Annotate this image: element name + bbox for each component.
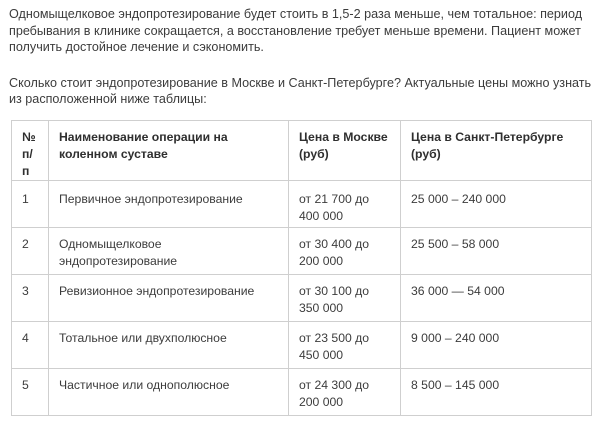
cell-operation-name: Частичное или однополюсное xyxy=(49,369,289,416)
cell-operation-name: Ревизионное эндопротезирование xyxy=(49,275,289,322)
cell-price-spb: 25 000 – 240 000 xyxy=(401,181,592,228)
cell-price-moscow: от 30 400 до 200 000 xyxy=(289,228,401,275)
cell-price-spb: 36 000 — 54 000 xyxy=(401,275,592,322)
cell-num: 5 xyxy=(12,369,49,416)
cell-num: 3 xyxy=(12,275,49,322)
cell-price-moscow: от 21 700 до 400 000 xyxy=(289,181,401,228)
table-row xyxy=(12,369,592,416)
header-price-spb: Цена в Санкт-Петербурге (руб) xyxy=(401,121,592,181)
cell-operation-name: Одномыщелковое эндопротезирование xyxy=(49,228,289,275)
cell-num: 4 xyxy=(12,322,49,369)
cell-price-spb: 8 500 – 145 000 xyxy=(401,369,592,416)
cell-price-moscow: от 24 300 до 200 000 xyxy=(289,369,401,416)
header-price-moscow: Цена в Москве (руб) xyxy=(289,121,401,181)
table-row xyxy=(12,228,592,275)
cell-num: 1 xyxy=(12,181,49,228)
table-row xyxy=(12,181,592,228)
cell-num: 2 xyxy=(12,228,49,275)
table-header-row xyxy=(12,121,592,181)
cell-operation-name: Первичное эндопротезирование xyxy=(49,181,289,228)
cell-price-moscow: от 30 100 до 350 000 xyxy=(289,275,401,322)
header-num: № п/п xyxy=(12,121,49,181)
prices-table xyxy=(11,120,592,416)
cell-price-moscow: от 23 500 до 450 000 xyxy=(289,322,401,369)
cell-operation-name: Тотальное или двухполюсное xyxy=(49,322,289,369)
table-row xyxy=(12,275,592,322)
cell-price-spb: 9 000 – 240 000 xyxy=(401,322,592,369)
intro-paragraph-2: Сколько стоит эндопротезирование в Москве и Санкт-Петербурге? Актуальные цены можно узнать из расположенной ниже таблицы: xyxy=(9,75,592,106)
header-operation-name: Наименование операции на коленном суставе xyxy=(49,121,289,181)
cell-price-spb: 25 500 – 58 000 xyxy=(401,228,592,275)
intro-paragraph-1: Одномыщелковое эндопротезирование будет стоить в 1,5-2 раза меньше, чем тотальное: период пребывания в клинике сокращается, а восстановление требует меньше времени. Пациент может получить достойное лечение и сэкономить. xyxy=(9,7,583,54)
table-row xyxy=(12,322,592,369)
